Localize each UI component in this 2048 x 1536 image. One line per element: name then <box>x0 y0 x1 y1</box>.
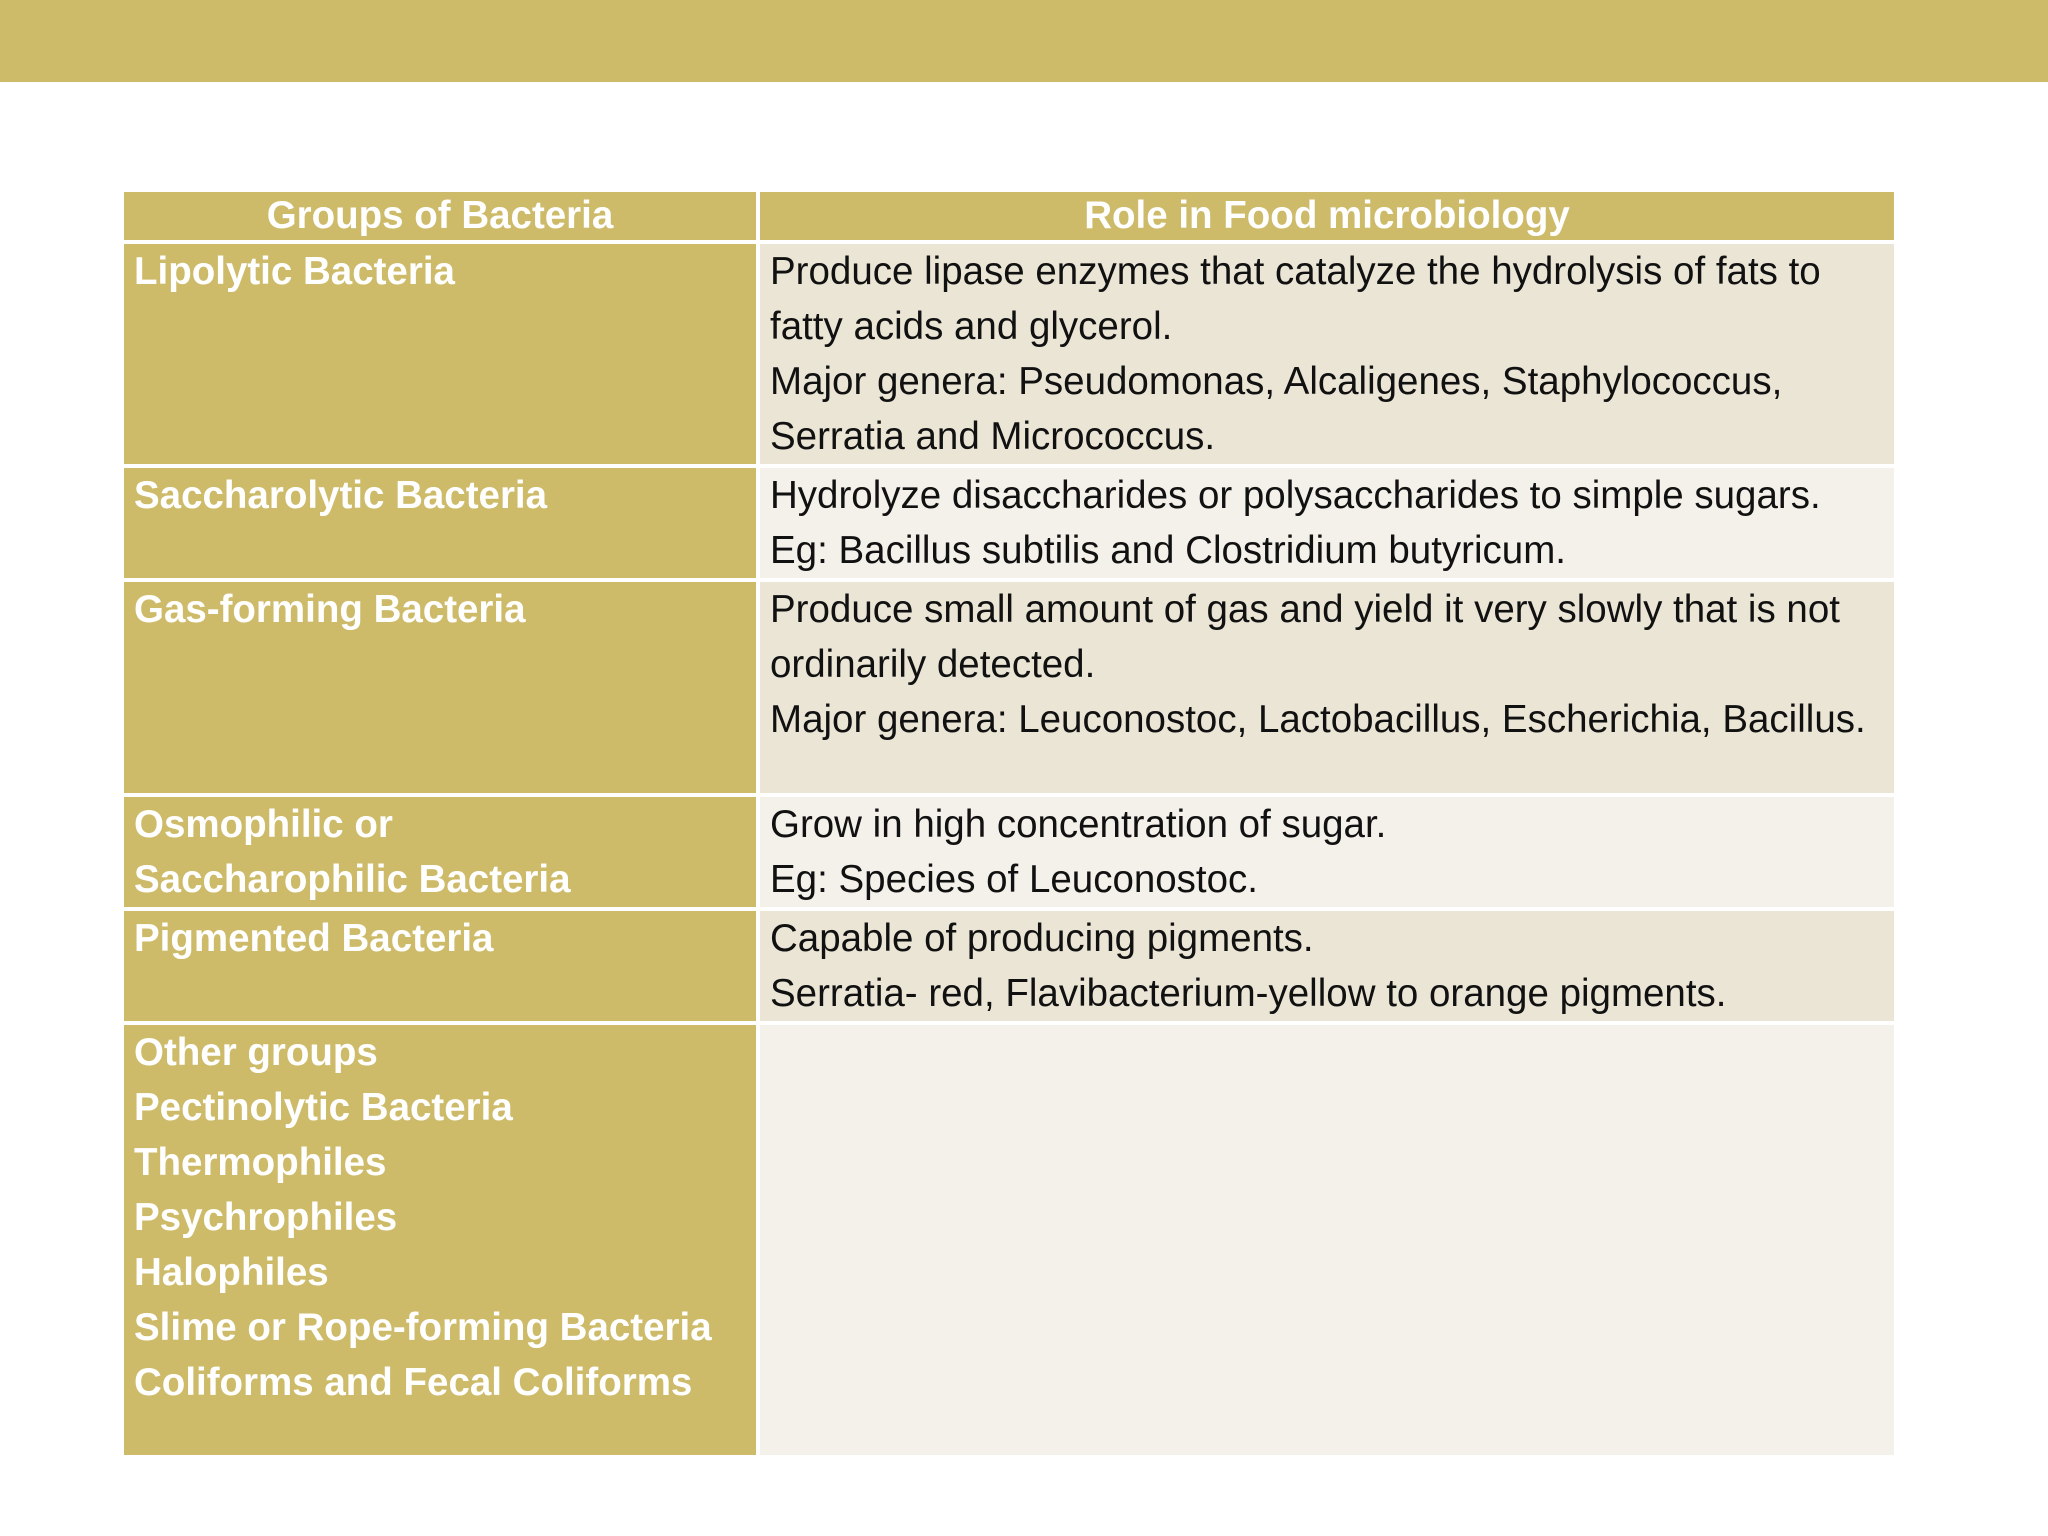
bacteria-table <box>120 188 1898 1459</box>
role-text: Major genera: Leuconostoc, Lactobacillus, Escherichia, Bacillus. <box>770 698 1866 741</box>
group-name: Saccharophilic Bacteria <box>134 858 571 901</box>
role-cell <box>758 466 1896 580</box>
role-text: Hydrolyze disaccharides or polysaccharides to simple sugars. <box>770 474 1821 517</box>
table-header-row <box>122 190 1896 242</box>
table-row <box>122 909 1896 1023</box>
group-name: Psychrophiles <box>134 1196 398 1239</box>
role-cell-empty <box>758 1023 1896 1457</box>
top-accent-bar <box>0 0 2048 82</box>
role-cell <box>758 580 1896 795</box>
group-cell <box>122 1023 758 1457</box>
header-role-in-food-microbiology: Role in Food microbiology <box>758 190 1896 242</box>
group-name: Other groups <box>134 1031 378 1074</box>
group-cell <box>122 795 758 909</box>
role-cell <box>758 795 1896 909</box>
role-cell <box>758 242 1896 466</box>
group-cell <box>122 466 758 580</box>
role-text: Capable of producing pigments. <box>770 917 1314 960</box>
group-name: Halophiles <box>134 1251 329 1294</box>
group-name: Thermophiles <box>134 1141 387 1184</box>
group-name: Saccharolytic Bacteria <box>134 474 548 517</box>
role-text: Eg: Bacillus subtilis and Clostridium butyricum. <box>770 529 1566 572</box>
role-text: Eg: Species of Leuconostoc. <box>770 858 1258 901</box>
table-row <box>122 242 1896 466</box>
group-cell <box>122 580 758 795</box>
group-name: Slime or Rope-forming Bacteria <box>134 1306 712 1349</box>
header-groups-of-bacteria: Groups of Bacteria <box>122 190 758 242</box>
group-name: Osmophilic or <box>134 803 393 846</box>
group-cell <box>122 909 758 1023</box>
group-name: Pigmented Bacteria <box>134 917 494 960</box>
role-text: Serratia- red, Flavibacterium-yellow to orange pigments. <box>770 972 1727 1015</box>
group-name: Pectinolytic Bacteria <box>134 1086 513 1129</box>
role-cell <box>758 909 1896 1023</box>
table-row <box>122 466 1896 580</box>
group-name: Lipolytic Bacteria <box>134 250 455 293</box>
table-row <box>122 1023 1896 1457</box>
table-row <box>122 580 1896 795</box>
table-row <box>122 795 1896 909</box>
group-cell <box>122 242 758 466</box>
role-text: Grow in high concentration of sugar. <box>770 803 1387 846</box>
group-name: Coliforms and Fecal Coliforms <box>134 1361 693 1404</box>
role-text: Major genera: Pseudomonas, Alcaligenes, Staphylococcus, Serratia and Micrococcus. <box>770 360 1783 458</box>
role-text: Produce lipase enzymes that catalyze the hydrolysis of fats to fatty acids and glycerol. <box>770 250 1821 348</box>
group-name: Gas-forming Bacteria <box>134 588 526 631</box>
role-text: Produce small amount of gas and yield it very slowly that is not ordinarily detected. <box>770 588 1840 686</box>
